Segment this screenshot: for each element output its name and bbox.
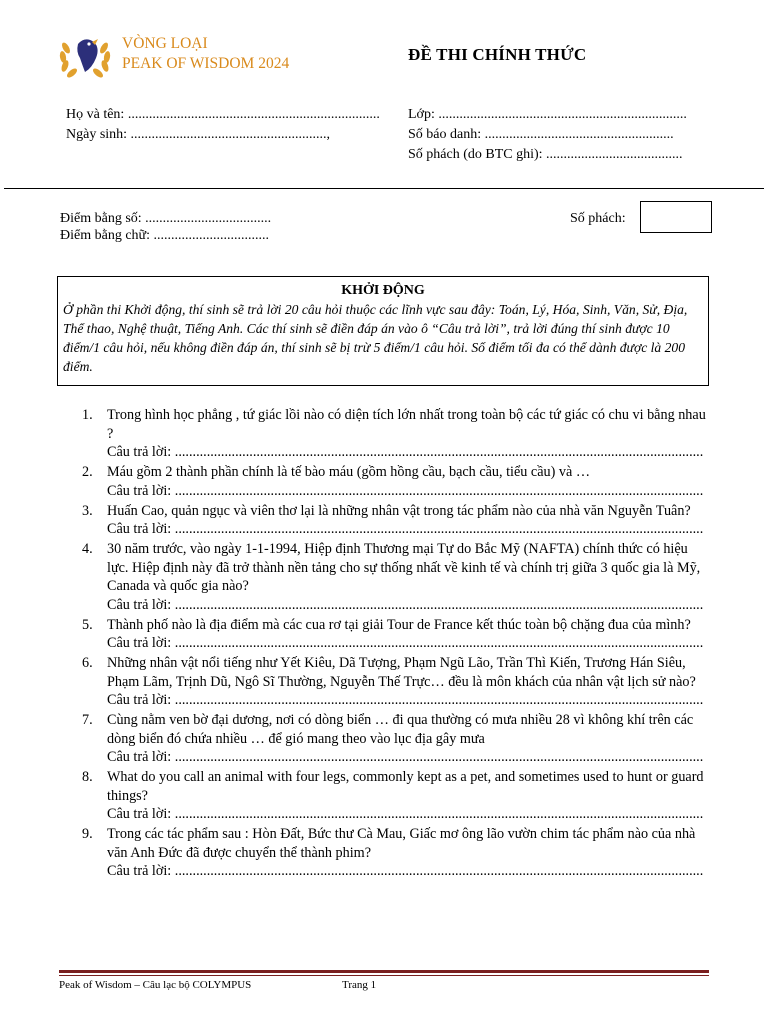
intro-title: KHỞI ĐỘNG <box>341 283 425 298</box>
brand-line-2: PEAK OF WISDOM 2024 <box>122 55 290 72</box>
secret-code-label: Số phách: <box>570 211 626 226</box>
question-number: 1. <box>82 407 93 423</box>
question-text: What do you call an animal with four legs, commonly kept as a pet, and sometimes used to hunt or guard things? <box>107 769 704 804</box>
exam-title: ĐỀ THI CHÍNH THỨC <box>408 45 587 64</box>
answer-line[interactable]: Câu trả lời: ..................................................................................................................................................... <box>107 635 704 651</box>
question-item <box>82 711 710 767</box>
name-field[interactable]: Họ và tên: ........................................................................ <box>66 107 380 122</box>
question-number: 3. <box>82 502 93 519</box>
answer-line[interactable]: Câu trả lời: ..................................................................................................................................................... <box>107 596 704 613</box>
intro-text: Ở phần thi Khởi động, thí sinh sẽ trả lời 20 câu hỏi thuộc các lĩnh vực sau đây: Toán, Lý, Hóa, Sinh, Văn, Sử, Địa, Thể thao, Nghệ thuật, Tiếng Anh. Các thí sinh sẽ điền đáp án vào ô “Câu trả lời”, trả lời đúng thí sinh được 10 điểm/1 câu hỏi, nếu không điền đáp án, thí sinh sẽ bị trừ 5 điểm/1 câu hỏi. Số điểm tối đa có thể dành được là 200 điểm. <box>63 302 688 374</box>
question-number: 7. <box>82 712 93 728</box>
brand-line-1: VÒNG LOẠI <box>122 35 208 52</box>
question-item <box>82 654 710 710</box>
question-text: 30 năm trước, vào ngày 1-1-1994, Hiệp định Thương mại Tự do Bắc Mỹ (NAFTA) chính thức có hiệu lực. Hiệp định này đã trở thành nền tảng cho sự thống nhất về kinh tế và chính trị giữa 3 quốc gia là Mỹ, Canada và quốc gia nào? <box>107 541 701 594</box>
question-text: Máu gồm 2 thành phần chính là tế bào máu (gồm hồng cầu, bạch cầu, tiểu cầu) và … <box>107 464 591 480</box>
answer-line[interactable]: Câu trả lời: ..................................................................................................................................................... <box>107 444 704 460</box>
question-number: 8. <box>82 769 93 785</box>
secret-code-box[interactable] <box>640 201 712 233</box>
question-text: Thành phố nào là địa điểm mà các cua rơ tại giải Tour de France kết thúc toàn bộ chặng đua của mình? <box>107 616 691 633</box>
footer-text: Peak of Wisdom – Câu lạc bộ COLYMPUS <box>59 979 252 991</box>
secret-code-btc-field[interactable]: Số phách (do BTC ghi): ....................................... <box>408 147 683 162</box>
divider <box>4 188 764 189</box>
question-item <box>82 406 710 462</box>
class-field[interactable]: Lớp: ....................................................................... <box>408 107 687 122</box>
answer-line[interactable]: Câu trả lời: ..................................................................................................................................................... <box>107 482 704 499</box>
question-number: 4. <box>82 541 93 557</box>
question-item <box>82 540 710 614</box>
question-number: 2. <box>82 464 93 480</box>
footer-rule <box>59 970 709 973</box>
page-number: Trang 1 <box>342 979 377 991</box>
question-item <box>82 825 710 881</box>
question-number: 9. <box>82 826 93 842</box>
question-text: Những nhân vật nổi tiếng như Yết Kiêu, Dã Tượng, Phạm Ngũ Lão, Trần Thì Kiến, Trương Hán Siêu, Phạm Lãm, Trịnh Dũ, Ngô Sĩ Thường, Nguyễn Thế Trực… đều là môn khách của nhân vật lịch sử nào? <box>107 655 696 690</box>
question-item <box>82 616 710 653</box>
answer-line[interactable]: Câu trả lời: ..................................................................................................................................................... <box>107 806 704 822</box>
question-number: 5. <box>82 616 93 633</box>
dob-field[interactable]: Ngày sinh: ........................................................, <box>66 127 331 142</box>
question-list <box>82 406 710 882</box>
question-text: Cùng nằm ven bờ đại dương, nơi có dòng biển … đi qua thường có mưa nhiều 28 vì không khí trên các dòng biển đó chứa nhiều … để gió mang theo vào lục địa gây mưa <box>107 712 694 747</box>
question-item <box>82 502 710 539</box>
score-words-field[interactable]: Điểm bằng chữ: ................................. <box>60 228 270 243</box>
intro-box <box>57 276 709 386</box>
question-item <box>82 768 710 824</box>
answer-line[interactable]: Câu trả lời: ..................................................................................................................................................... <box>107 863 704 879</box>
question-text: Trong hình học phẳng , tứ giác lồi nào có diện tích lớn nhất trong toàn bộ các tứ giác có chu vi bằng nhau ? <box>107 407 706 442</box>
answer-line[interactable]: Câu trả lời: ..................................................................................................................................................... <box>107 521 704 537</box>
brand-title <box>122 34 289 74</box>
candidate-number-field[interactable]: Số báo danh: ...................................................... <box>408 127 674 142</box>
question-text: Trong các tác phẩm sau : Hòn Đất, Bức thư Cà Mau, Giấc mơ ông lão vườn chim tác phẩm nào của nhà văn Anh Đức đã được chuyển thể thành phim? <box>107 826 696 861</box>
answer-line[interactable]: Câu trả lời: ..................................................................................................................................................... <box>107 749 704 765</box>
score-number-field[interactable]: Điểm bằng số: .................................... <box>60 211 272 226</box>
peak-of-wisdom-logo <box>56 30 114 80</box>
question-number: 6. <box>82 655 93 671</box>
question-text: Huấn Cao, quản ngục và viên thơ lại là những nhân vật trong tác phẩm nào của nhà văn Nguyễn Tuân? <box>107 502 691 519</box>
footer-rule-thin <box>59 975 709 976</box>
answer-line[interactable]: Câu trả lời: ..................................................................................................................................................... <box>107 692 704 708</box>
question-item <box>82 463 710 500</box>
